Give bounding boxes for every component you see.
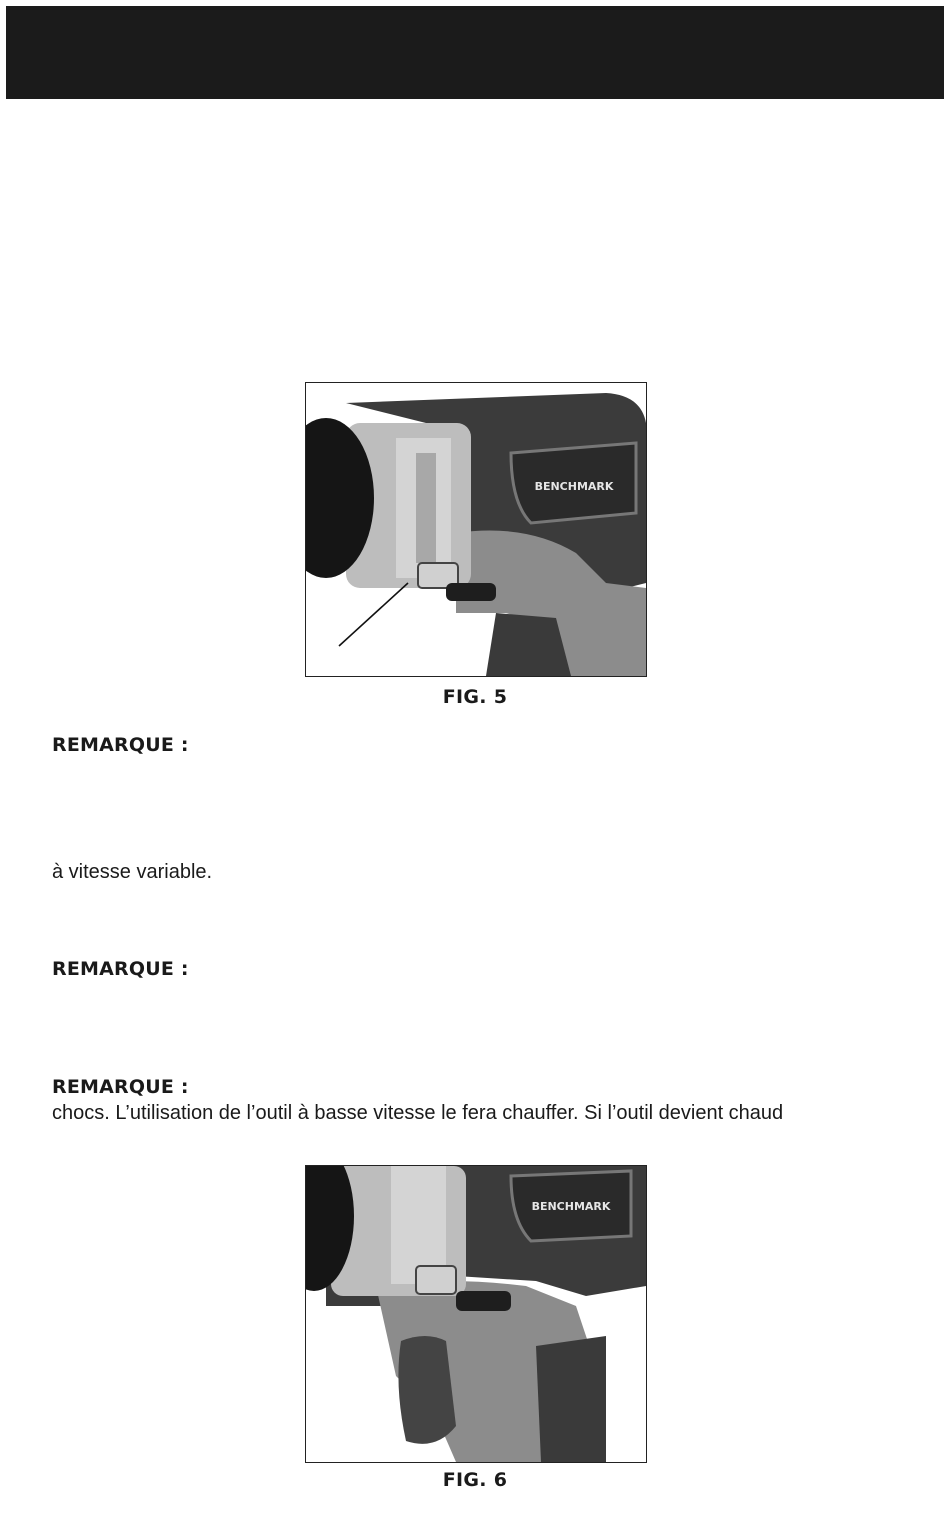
note-label-2: REMARQUE : [52,958,189,980]
figure-5-caption: FIG. 5 [442,686,508,708]
text-line-shocks: chocs. L’utilisation de l’outil à basse vitesse le fera chauffer. Si l’outil devient chaud [52,1102,784,1124]
note-label-1: REMARQUE : [52,734,189,756]
note-label-3: REMARQUE : [52,1076,189,1098]
figure-6-drill-photo [305,1165,647,1463]
header-bar [6,6,944,99]
figure-5-drill-photo [305,382,647,677]
brand-logo: BENCHMARK [534,480,614,493]
text-line-variable-speed: à vitesse variable. [52,861,213,883]
figure-6-caption: FIG. 6 [442,1469,508,1491]
brand-logo: BENCHMARK [531,1200,611,1213]
